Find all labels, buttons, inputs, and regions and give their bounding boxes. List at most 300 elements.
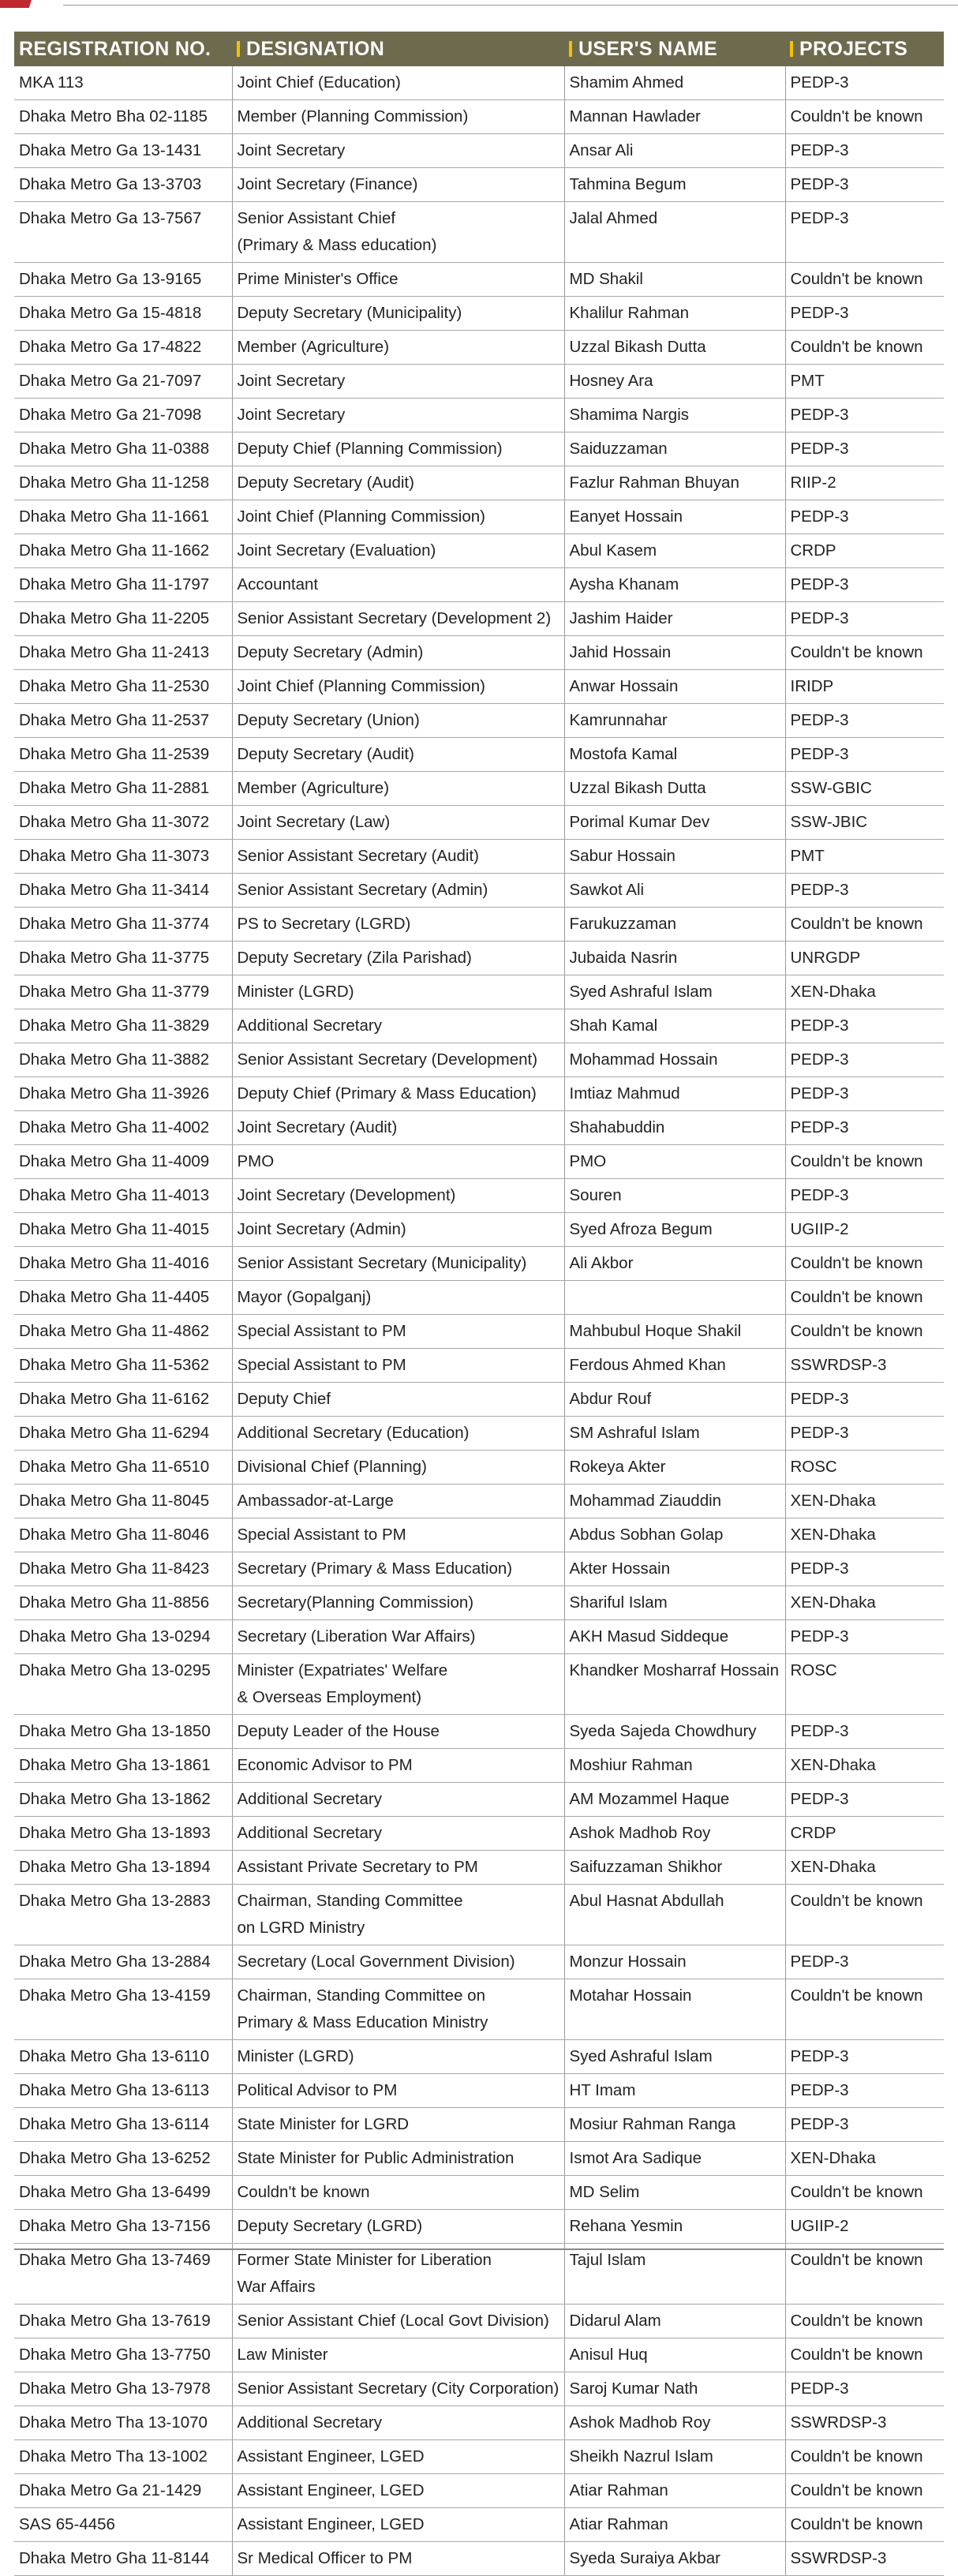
table-row — [14, 2040, 944, 2074]
designation-cell: Assistant Private Secretary to PM — [232, 1851, 564, 1885]
table-row — [14, 432, 944, 466]
designation-cell: Deputy Secretary (Audit) — [232, 466, 564, 500]
project-cell: SSWRDSP-3 — [785, 2406, 944, 2440]
registration-cell: Dhaka Metro Gha 11-8046 — [14, 1518, 232, 1552]
designation-cell: Couldn't be known — [232, 2176, 564, 2210]
designation-cell: Additional Secretary — [232, 1009, 564, 1043]
registration-cell: Dhaka Metro Gha 11-1661 — [14, 500, 232, 534]
registration-cell: Dhaka Metro Gha 13-7978 — [14, 2372, 232, 2406]
registration-cell: Dhaka Metro Ga 13-7567 — [14, 202, 232, 263]
project-cell: Couldn't be known — [785, 1979, 944, 2040]
designation-cell: Deputy Secretary (Zila Parishad) — [232, 942, 564, 975]
designation-cell: Joint Secretary (Law) — [232, 806, 564, 840]
table-row — [14, 2108, 944, 2142]
registration-cell: Dhaka Metro Gha 11-3775 — [14, 942, 232, 975]
table-row — [14, 1586, 944, 1620]
table-row — [14, 2440, 944, 2474]
designation-cell: Joint Secretary (Finance) — [232, 168, 564, 202]
table-row — [14, 2305, 944, 2338]
top-rule — [63, 5, 958, 6]
user-name-cell: Uzzal Bikash Dutta — [564, 331, 785, 365]
project-cell: Couldn't be known — [785, 1145, 944, 1179]
registration-cell: Dhaka Metro Ga 21-1429 — [14, 2474, 232, 2508]
project-cell: Couldn't be known — [785, 2440, 944, 2474]
table-row — [14, 670, 944, 704]
designation-cell: Deputy Leader of the House — [232, 1715, 564, 1749]
registration-cell: Dhaka Metro Gha 13-6499 — [14, 2176, 232, 2210]
user-name-cell: Abdur Rouf — [564, 1383, 785, 1417]
designation-cell: Senior Assistant Secretary (Audit) — [232, 840, 564, 874]
user-name-cell: Mahbubul Hoque Shakil — [564, 1315, 785, 1349]
table-row — [14, 704, 944, 738]
project-cell: XEN-Dhaka — [785, 1851, 944, 1885]
table-row — [14, 942, 944, 975]
page-top-strip — [0, 0, 958, 22]
project-cell: PEDP-3 — [785, 202, 944, 263]
designation-cell: Member (Agriculture) — [232, 772, 564, 806]
project-cell: PEDP-3 — [785, 874, 944, 908]
table-row — [14, 2176, 944, 2210]
user-name-cell: Khandker Mosharraf Hossain — [564, 1654, 785, 1715]
designation-cell: Special Assistant to PM — [232, 1315, 564, 1349]
table-row — [14, 1009, 944, 1043]
user-name-cell: Anisul Huq — [564, 2338, 785, 2372]
project-cell: Couldn't be known — [785, 331, 944, 365]
registration-cell: Dhaka Metro Gha 13-6114 — [14, 2108, 232, 2142]
project-cell: SSWRDSP-3 — [785, 1349, 944, 1383]
table-row — [14, 2210, 944, 2244]
table-row — [14, 500, 944, 534]
table-row — [14, 1715, 944, 1749]
project-cell: Couldn't be known — [785, 2338, 944, 2372]
designation-cell: Additional Secretary — [232, 1817, 564, 1851]
designation-cell: Former State Minister for Liberation War Affairs — [232, 2244, 564, 2305]
user-name-cell: Atiar Rahman — [564, 2474, 785, 2508]
user-name-cell: Mohammad Ziauddin — [564, 1485, 785, 1518]
designation-cell: Senior Assistant Secretary (Municipality) — [232, 1247, 564, 1281]
user-name-cell: Atiar Rahman — [564, 2508, 785, 2542]
designation-cell: Secretary (Local Government Division) — [232, 1945, 564, 1979]
table-row — [14, 1945, 944, 1979]
project-cell: CRDP — [785, 1817, 944, 1851]
registration-cell: Dhaka Metro Gha 13-2884 — [14, 1945, 232, 1979]
designation-cell: Additional Secretary — [232, 2406, 564, 2440]
table-row — [14, 466, 944, 500]
project-cell: PEDP-3 — [785, 2040, 944, 2074]
user-name-cell: Fazlur Rahman Bhuyan — [564, 466, 785, 500]
table-row — [14, 840, 944, 874]
project-cell: SSW-GBIC — [785, 772, 944, 806]
project-cell: ROSC — [785, 1451, 944, 1485]
designation-cell: Joint Chief (Planning Commission) — [232, 500, 564, 534]
user-name-cell: Tajul Islam — [564, 2244, 785, 2305]
registration-cell: Dhaka Metro Ga 13-3703 — [14, 168, 232, 202]
user-name-cell: Jashim Haider — [564, 602, 785, 636]
table-row — [14, 1213, 944, 1247]
user-name-cell: Shahabuddin — [564, 1111, 785, 1145]
user-name-cell: Abdus Sobhan Golap — [564, 1518, 785, 1552]
registration-cell: Dhaka Metro Gha 13-0294 — [14, 1620, 232, 1654]
project-cell: PEDP-3 — [785, 1111, 944, 1145]
project-cell: Couldn't be known — [785, 636, 944, 670]
designation-cell: Minister (Expatriates' Welfare & Overseas Employment) — [232, 1654, 564, 1715]
project-cell: Couldn't be known — [785, 2305, 944, 2338]
registration-cell: Dhaka Metro Gha 11-8856 — [14, 1586, 232, 1620]
user-name-cell: Motahar Hossain — [564, 1979, 785, 2040]
user-name-cell: Tahmina Begum — [564, 168, 785, 202]
table-row — [14, 602, 944, 636]
designation-cell: Sr Medical Officer to PM — [232, 2542, 564, 2576]
user-name-cell: Saifuzzaman Shikhor — [564, 1851, 785, 1885]
designation-cell: Assistant Engineer, LGED — [232, 2474, 564, 2508]
project-cell: PEDP-3 — [785, 297, 944, 331]
designation-cell: Deputy Secretary (Audit) — [232, 738, 564, 772]
project-cell: UGIIP-2 — [785, 1213, 944, 1247]
designation-cell: Deputy Secretary (Admin) — [232, 636, 564, 670]
table-row — [14, 2406, 944, 2440]
registration-cell: Dhaka Metro Gha 13-1862 — [14, 1783, 232, 1817]
table-row — [14, 1817, 944, 1851]
user-name-cell: Sawkot Ali — [564, 874, 785, 908]
designation-cell: Special Assistant to PM — [232, 1349, 564, 1383]
designation-cell: Divisional Chief (Planning) — [232, 1451, 564, 1485]
designation-cell: Member (Planning Commission) — [232, 100, 564, 134]
table-row — [14, 1851, 944, 1885]
project-cell: PEDP-3 — [785, 168, 944, 202]
registration-cell: Dhaka Metro Gha 11-4002 — [14, 1111, 232, 1145]
registration-cell: Dhaka Metro Gha 13-1893 — [14, 1817, 232, 1851]
table-row — [14, 738, 944, 772]
designation-cell: Secretary (Primary & Mass Education) — [232, 1552, 564, 1586]
registration-cell: Dhaka Metro Gha 11-4013 — [14, 1179, 232, 1213]
registration-cell: Dhaka Metro Gha 11-3926 — [14, 1077, 232, 1111]
user-name-cell: Ferdous Ahmed Khan — [564, 1349, 785, 1383]
vehicle-usage-table — [14, 32, 944, 2576]
project-cell: XEN-Dhaka — [785, 2142, 944, 2176]
table-row — [14, 1485, 944, 1518]
designation-cell: Joint Secretary — [232, 399, 564, 432]
project-cell: PEDP-3 — [785, 704, 944, 738]
designation-cell: Minister (LGRD) — [232, 975, 564, 1009]
user-name-cell: Porimal Kumar Dev — [564, 806, 785, 840]
registration-cell: Dhaka Metro Ga 21-7097 — [14, 365, 232, 399]
designation-cell: Chairman, Standing Committee on Primary & Mass Education Ministry — [232, 1979, 564, 2040]
user-name-cell: Jahid Hossain — [564, 636, 785, 670]
user-name-cell: Souren — [564, 1179, 785, 1213]
designation-cell: Senior Assistant Chief (Primary & Mass education) — [232, 202, 564, 263]
table-row — [14, 263, 944, 297]
registration-cell: Dhaka Metro Gha 13-7469 — [14, 2244, 232, 2305]
registration-cell: Dhaka Metro Gha 13-6110 — [14, 2040, 232, 2074]
project-cell: Couldn't be known — [785, 2244, 944, 2305]
project-cell: Couldn't be known — [785, 1281, 944, 1315]
registration-cell: Dhaka Metro Gha 11-4016 — [14, 1247, 232, 1281]
project-cell: XEN-Dhaka — [785, 1485, 944, 1518]
user-name-cell: HT Imam — [564, 2074, 785, 2108]
project-cell: XEN-Dhaka — [785, 975, 944, 1009]
header-projects — [785, 32, 944, 66]
table-row — [14, 1979, 944, 2040]
registration-cell: Dhaka Metro Bha 02-1185 — [14, 100, 232, 134]
table-row — [14, 806, 944, 840]
project-cell: SSWRDSP-3 — [785, 2542, 944, 2576]
designation-cell: Accountant — [232, 568, 564, 602]
designation-cell: Economic Advisor to PM — [232, 1749, 564, 1783]
registration-cell: Dhaka Metro Gha 11-2413 — [14, 636, 232, 670]
designation-cell: Joint Chief (Education) — [232, 66, 564, 100]
designation-cell: Senior Assistant Secretary (Development) — [232, 1043, 564, 1077]
project-cell: XEN-Dhaka — [785, 1586, 944, 1620]
designation-cell: Deputy Chief — [232, 1383, 564, 1417]
section-logo-mark — [0, 0, 34, 8]
table-row — [14, 1417, 944, 1451]
table-header — [14, 32, 944, 66]
header-designation-label: DESIGNATION — [246, 37, 385, 60]
registration-cell: Dhaka Metro Gha 11-3072 — [14, 806, 232, 840]
registration-cell: Dhaka Metro Ga 17-4822 — [14, 331, 232, 365]
table-row — [14, 874, 944, 908]
project-cell: PEDP-3 — [785, 432, 944, 466]
project-cell: PEDP-3 — [785, 1552, 944, 1586]
project-cell: PEDP-3 — [785, 1179, 944, 1213]
user-name-cell: Mostofa Kamal — [564, 738, 785, 772]
designation-cell: Additional Secretary (Education) — [232, 1417, 564, 1451]
designation-cell: Joint Secretary (Development) — [232, 1179, 564, 1213]
table-row — [14, 202, 944, 263]
registration-cell: Dhaka Metro Gha 11-6162 — [14, 1383, 232, 1417]
user-name-cell: Abul Hasnat Abdullah — [564, 1885, 785, 1945]
user-name-cell: Imtiaz Mahmud — [564, 1077, 785, 1111]
table-row — [14, 365, 944, 399]
project-cell: Couldn't be known — [785, 263, 944, 297]
designation-cell: Senior Assistant Secretary (City Corporation) — [232, 2372, 564, 2406]
project-cell: RIIP-2 — [785, 466, 944, 500]
table-row — [14, 1315, 944, 1349]
user-name-cell: Syeda Suraiya Akbar — [564, 2542, 785, 2576]
header-designation — [232, 32, 564, 66]
header-user-label: USER'S NAME — [578, 37, 717, 60]
user-name-cell: Syed Ashraful Islam — [564, 975, 785, 1009]
table-row — [14, 772, 944, 806]
table-row — [14, 134, 944, 168]
table-row — [14, 2142, 944, 2176]
project-cell: PEDP-3 — [785, 602, 944, 636]
user-name-cell: Mannan Hawlader — [564, 100, 785, 134]
user-name-cell: Syed Ashraful Islam — [564, 2040, 785, 2074]
user-name-cell: SM Ashraful Islam — [564, 1417, 785, 1451]
table-body — [14, 66, 944, 2576]
project-cell: PEDP-3 — [785, 738, 944, 772]
user-name-cell: Uzzal Bikash Dutta — [564, 772, 785, 806]
designation-cell: Law Minister — [232, 2338, 564, 2372]
registration-cell: Dhaka Metro Gha 13-2883 — [14, 1885, 232, 1945]
project-cell: UGIIP-2 — [785, 2210, 944, 2244]
project-cell: Couldn't be known — [785, 100, 944, 134]
project-cell: PEDP-3 — [785, 1009, 944, 1043]
table-row — [14, 2074, 944, 2108]
user-name-cell — [564, 1281, 785, 1315]
designation-cell: State Minister for LGRD — [232, 2108, 564, 2142]
user-name-cell: MD Shakil — [564, 263, 785, 297]
table-row — [14, 908, 944, 942]
registration-cell: Dhaka Metro Gha 13-7619 — [14, 2305, 232, 2338]
project-cell: CRDP — [785, 534, 944, 568]
designation-cell: Political Advisor to PM — [232, 2074, 564, 2108]
table-row — [14, 331, 944, 365]
header-row — [14, 32, 944, 66]
user-name-cell: Jalal Ahmed — [564, 202, 785, 263]
user-name-cell: Anwar Hossain — [564, 670, 785, 704]
user-name-cell: Monzur Hossain — [564, 1945, 785, 1979]
registration-cell: Dhaka Metro Gha 11-3774 — [14, 908, 232, 942]
header-projects-label: PROJECTS — [799, 37, 908, 60]
project-cell: Couldn't be known — [785, 908, 944, 942]
registration-cell: Dhaka Metro Ga 15-4818 — [14, 297, 232, 331]
table-row — [14, 66, 944, 100]
header-marker — [569, 41, 572, 57]
designation-cell: Joint Secretary (Audit) — [232, 1111, 564, 1145]
user-name-cell: Ansar Ali — [564, 134, 785, 168]
registration-cell: Dhaka Metro Gha 13-0295 — [14, 1654, 232, 1715]
table-row — [14, 636, 944, 670]
registration-cell: Dhaka Metro Gha 13-7750 — [14, 2338, 232, 2372]
designation-cell: PS to Secretary (LGRD) — [232, 908, 564, 942]
registration-cell: Dhaka Metro Gha 11-1662 — [14, 534, 232, 568]
project-cell: PEDP-3 — [785, 66, 944, 100]
project-cell: PEDP-3 — [785, 1417, 944, 1451]
user-name-cell: Khalilur Rahman — [564, 297, 785, 331]
project-cell: PEDP-3 — [785, 1620, 944, 1654]
designation-cell: Special Assistant to PM — [232, 1518, 564, 1552]
table-row — [14, 2372, 944, 2406]
designation-cell: Assistant Engineer, LGED — [232, 2508, 564, 2542]
user-name-cell: Kamrunnahar — [564, 704, 785, 738]
registration-cell: Dhaka Metro Gha 11-1258 — [14, 466, 232, 500]
table-row — [14, 1145, 944, 1179]
table-row — [14, 1885, 944, 1945]
user-name-cell: MD Selim — [564, 2176, 785, 2210]
project-cell: Couldn't be known — [785, 1247, 944, 1281]
designation-cell: Chairman, Standing Committee on LGRD Ministry — [232, 1885, 564, 1945]
designation-cell: State Minister for Public Administration — [232, 2142, 564, 2176]
table-row — [14, 168, 944, 202]
user-name-cell: Mohammad Hossain — [564, 1043, 785, 1077]
registration-cell: Dhaka Metro Gha 11-4862 — [14, 1315, 232, 1349]
project-cell: PEDP-3 — [785, 568, 944, 602]
user-name-cell: Ismot Ara Sadique — [564, 2142, 785, 2176]
user-name-cell: Ali Akbor — [564, 1247, 785, 1281]
user-name-cell: Mosiur Rahman Ranga — [564, 2108, 785, 2142]
table-row — [14, 2244, 944, 2305]
table-row — [14, 1552, 944, 1586]
registration-cell: Dhaka Metro Gha 11-3882 — [14, 1043, 232, 1077]
registration-cell: Dhaka Metro Gha 11-8144 — [14, 2542, 232, 2576]
user-name-cell: Shamima Nargis — [564, 399, 785, 432]
registration-cell: Dhaka Metro Gha 11-3779 — [14, 975, 232, 1009]
user-name-cell: Rokeya Akter — [564, 1451, 785, 1485]
user-name-cell: Ashok Madhob Roy — [564, 1817, 785, 1851]
registration-cell: Dhaka Metro Gha 13-1850 — [14, 1715, 232, 1749]
table-row — [14, 399, 944, 432]
project-cell: IRIDP — [785, 670, 944, 704]
registration-cell: Dhaka Metro Gha 13-6252 — [14, 2142, 232, 2176]
designation-cell: Deputy Chief (Planning Commission) — [232, 432, 564, 466]
designation-cell: Senior Assistant Secretary (Admin) — [232, 874, 564, 908]
table-row — [14, 1111, 944, 1145]
table-row — [14, 1043, 944, 1077]
table-row — [14, 2474, 944, 2508]
user-name-cell: AM Mozammel Haque — [564, 1783, 785, 1817]
registration-cell: Dhaka Metro Gha 13-7156 — [14, 2210, 232, 2244]
designation-cell: Senior Assistant Secretary (Development 2) — [232, 602, 564, 636]
designation-cell: Secretary(Planning Commission) — [232, 1586, 564, 1620]
project-cell: PEDP-3 — [785, 1783, 944, 1817]
registration-cell: Dhaka Metro Gha 11-3414 — [14, 874, 232, 908]
designation-cell: Deputy Secretary (Union) — [232, 704, 564, 738]
user-name-cell: Saroj Kumar Nath — [564, 2372, 785, 2406]
project-cell: PEDP-3 — [785, 1077, 944, 1111]
user-name-cell: Shah Kamal — [564, 1009, 785, 1043]
table-row — [14, 2542, 944, 2576]
user-name-cell: Sabur Hossain — [564, 840, 785, 874]
user-name-cell: Syed Afroza Begum — [564, 1213, 785, 1247]
user-name-cell: Sheikh Nazrul Islam — [564, 2440, 785, 2474]
designation-cell: Minister (LGRD) — [232, 2040, 564, 2074]
designation-cell: Joint Secretary (Evaluation) — [232, 534, 564, 568]
project-cell: PEDP-3 — [785, 2108, 944, 2142]
project-cell: PEDP-3 — [785, 1945, 944, 1979]
project-cell: PEDP-3 — [785, 2372, 944, 2406]
table-row — [14, 1783, 944, 1817]
designation-cell: Senior Assistant Chief (Local Govt Division) — [232, 2305, 564, 2338]
registration-cell: Dhaka Metro Ga 13-1431 — [14, 134, 232, 168]
user-name-cell: AKH Masud Siddeque — [564, 1620, 785, 1654]
table-row — [14, 2338, 944, 2372]
user-name-cell: Farukuzzaman — [564, 908, 785, 942]
registration-cell: Dhaka Metro Gha 11-3073 — [14, 840, 232, 874]
project-cell: PEDP-3 — [785, 1043, 944, 1077]
designation-cell: Deputy Secretary (LGRD) — [232, 2210, 564, 2244]
registration-cell: Dhaka Metro Gha 13-1894 — [14, 1851, 232, 1885]
table-row — [14, 1281, 944, 1315]
project-cell: Couldn't be known — [785, 2474, 944, 2508]
bottom-rule — [14, 2248, 944, 2250]
table-row — [14, 1077, 944, 1111]
registration-cell: Dhaka Metro Gha 11-4015 — [14, 1213, 232, 1247]
designation-cell: Deputy Chief (Primary & Mass Education) — [232, 1077, 564, 1111]
designation-cell: Joint Chief (Planning Commission) — [232, 670, 564, 704]
table-row — [14, 100, 944, 134]
user-name-cell: Akter Hossain — [564, 1552, 785, 1586]
project-cell: PEDP-3 — [785, 500, 944, 534]
registration-cell: Dhaka Metro Gha 11-6294 — [14, 1417, 232, 1451]
project-cell: ROSC — [785, 1654, 944, 1715]
user-name-cell: Shamim Ahmed — [564, 66, 785, 100]
designation-cell: Ambassador-at-Large — [232, 1485, 564, 1518]
header-marker — [790, 41, 793, 57]
designation-cell: Joint Secretary — [232, 365, 564, 399]
project-cell: Couldn't be known — [785, 1315, 944, 1349]
registration-cell: Dhaka Metro Gha 11-3829 — [14, 1009, 232, 1043]
table-row — [14, 534, 944, 568]
designation-cell: Secretary (Liberation War Affairs) — [232, 1620, 564, 1654]
registration-cell: SAS 65-4456 — [14, 2508, 232, 2542]
table-row — [14, 1518, 944, 1552]
user-name-cell: Hosney Ara — [564, 365, 785, 399]
table-row — [14, 1247, 944, 1281]
registration-cell: Dhaka Metro Gha 11-5362 — [14, 1349, 232, 1383]
table-row — [14, 1179, 944, 1213]
